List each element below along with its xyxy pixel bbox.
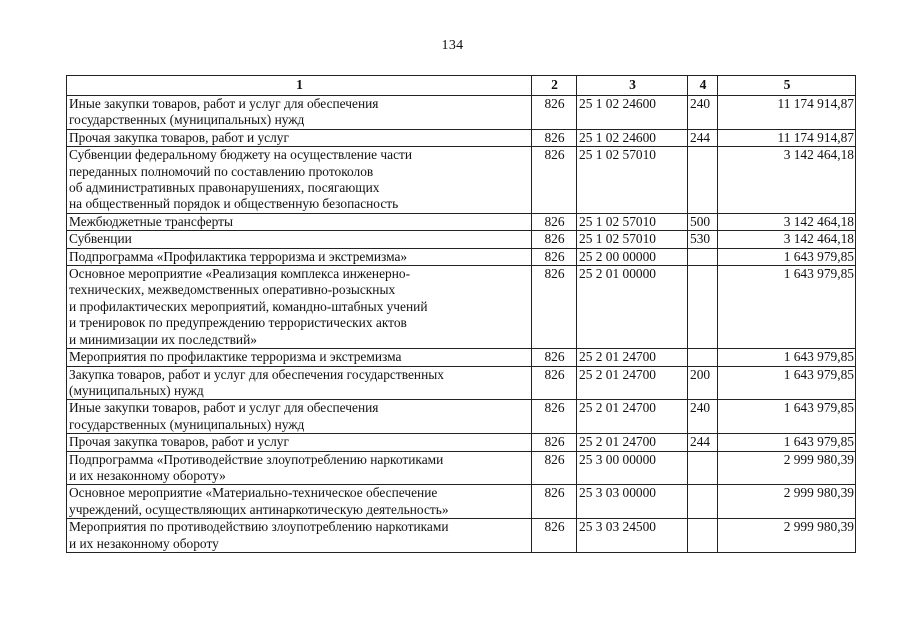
- row-type-cell: [688, 248, 718, 265]
- row-name-line: учреждений, осуществляющих антинаркотическую деятельность»: [69, 501, 449, 517]
- header-col-4: 4: [688, 76, 718, 96]
- row-article-cell: 25 2 01 24700: [577, 349, 688, 366]
- row-name-line: и тренировок по предупреждению террористических актов: [69, 315, 407, 331]
- row-code-cell: 826: [532, 231, 577, 248]
- table-row: [67, 451, 856, 485]
- row-code-cell: 826: [532, 451, 577, 485]
- row-article-cell: 25 3 03 00000: [577, 485, 688, 519]
- row-type-cell: [688, 147, 718, 214]
- row-type-cell: [688, 485, 718, 519]
- row-name-line: и их незаконному обороту»: [69, 467, 226, 483]
- row-name-line: Подпрограмма «Профилактика терроризма и экстремизма»: [69, 248, 408, 264]
- row-type-cell: 244: [688, 434, 718, 451]
- table-row: [67, 266, 856, 349]
- row-article-cell: 25 1 02 24600: [577, 96, 688, 130]
- row-amount-cell: 1 643 979,85: [718, 434, 856, 451]
- row-amount-cell: 2 999 980,39: [718, 519, 856, 553]
- row-name-line: технических, межведомственных оперативно-розыскных: [69, 282, 396, 298]
- row-name-cell: [67, 248, 532, 265]
- row-code-cell: 826: [532, 129, 577, 146]
- table-row: [67, 519, 856, 553]
- row-code-cell: 826: [532, 349, 577, 366]
- row-code-cell: 826: [532, 266, 577, 349]
- row-article-cell: 25 2 01 00000: [577, 266, 688, 349]
- row-amount-cell: 11 174 914,87: [718, 96, 856, 130]
- row-code-cell: 826: [532, 96, 577, 130]
- row-name-line: Иные закупки товаров, работ и услуг для обеспечения: [69, 400, 379, 416]
- row-name-line: государственных (муниципальных) нужд: [69, 416, 305, 432]
- row-article-cell: 25 1 02 57010: [577, 213, 688, 230]
- row-name-line: на общественный порядок и общественную безопасность: [69, 196, 399, 212]
- row-article-cell: 25 2 01 24700: [577, 366, 688, 400]
- row-type-cell: [688, 266, 718, 349]
- row-code-cell: 826: [532, 248, 577, 265]
- row-type-cell: [688, 519, 718, 553]
- row-name-cell: [67, 231, 532, 248]
- row-amount-cell: 1 643 979,85: [718, 266, 856, 349]
- table-row: [67, 147, 856, 214]
- row-article-cell: 25 2 01 24700: [577, 400, 688, 434]
- row-type-cell: [688, 451, 718, 485]
- row-article-cell: 25 2 00 00000: [577, 248, 688, 265]
- row-article-cell: 25 3 00 00000: [577, 451, 688, 485]
- row-name-line: и минимизации их последствий»: [69, 331, 257, 347]
- row-amount-cell: 3 142 464,18: [718, 147, 856, 214]
- row-name-line: и профилактических мероприятий, командно-штабных учений: [69, 298, 428, 314]
- row-code-cell: 826: [532, 213, 577, 230]
- row-name-line: Основное мероприятие «Материально-техническое обеспечение: [69, 485, 438, 501]
- row-amount-cell: 3 142 464,18: [718, 231, 856, 248]
- table-body: [67, 96, 856, 553]
- row-name-cell: [67, 366, 532, 400]
- row-name-line: Мероприятия по профилактике терроризма и экстремизма: [69, 349, 402, 365]
- row-amount-cell: 3 142 464,18: [718, 213, 856, 230]
- row-name-line: Подпрограмма «Противодействие злоупотреблению наркотиками: [69, 451, 444, 467]
- row-name-line: Основное мероприятие «Реализация комплекса инженерно-: [69, 266, 411, 282]
- row-amount-cell: 1 643 979,85: [718, 248, 856, 265]
- table-row: [67, 248, 856, 265]
- row-name-cell: [67, 96, 532, 130]
- header-col-3: 3: [577, 76, 688, 96]
- row-article-cell: 25 1 02 57010: [577, 147, 688, 214]
- row-code-cell: 826: [532, 434, 577, 451]
- row-name-line: Мероприятия по противодействию злоупотреблению наркотиками: [69, 519, 449, 535]
- table-row: [67, 96, 856, 130]
- row-name-cell: [67, 266, 532, 349]
- row-name-cell: [67, 519, 532, 553]
- table-row: [67, 213, 856, 230]
- table-row: [67, 400, 856, 434]
- row-article-cell: 25 2 01 24700: [577, 434, 688, 451]
- page-number: 134: [441, 38, 464, 53]
- row-article-cell: 25 1 02 57010: [577, 231, 688, 248]
- row-amount-cell: 1 643 979,85: [718, 366, 856, 400]
- header-col-2: 2: [532, 76, 577, 96]
- row-amount-cell: 2 999 980,39: [718, 485, 856, 519]
- row-name-line: и их незаконному обороту: [69, 535, 219, 551]
- header-col-1: 1: [67, 76, 532, 96]
- row-amount-cell: 1 643 979,85: [718, 400, 856, 434]
- row-name-line: об административных правонарушениях, посягающих: [69, 180, 380, 196]
- row-article-cell: 25 1 02 24600: [577, 129, 688, 146]
- table-row: [67, 231, 856, 248]
- row-type-cell: 530: [688, 231, 718, 248]
- row-name-line: Иные закупки товаров, работ и услуг для обеспечения: [69, 96, 379, 111]
- row-amount-cell: 2 999 980,39: [718, 451, 856, 485]
- row-code-cell: 826: [532, 400, 577, 434]
- row-code-cell: 826: [532, 147, 577, 214]
- row-name-cell: [67, 400, 532, 434]
- row-type-cell: 240: [688, 400, 718, 434]
- row-name-line: переданных полномочий по составлению протоколов: [69, 163, 374, 179]
- header-row: [67, 76, 856, 96]
- row-name-line: Субвенции федеральному бюджету на осуществление части: [69, 147, 413, 163]
- row-name-cell: [67, 485, 532, 519]
- table-row: [67, 366, 856, 400]
- row-amount-cell: 1 643 979,85: [718, 349, 856, 366]
- row-name-cell: [67, 147, 532, 214]
- row-code-cell: 826: [532, 519, 577, 553]
- row-name-line: (муниципальных) нужд: [69, 382, 204, 398]
- row-name-cell: [67, 434, 532, 451]
- row-name-line: государственных (муниципальных) нужд: [69, 112, 305, 128]
- table-row: [67, 485, 856, 519]
- budget-table: [66, 75, 856, 553]
- table-row: [67, 129, 856, 146]
- header-col-5: 5: [718, 76, 856, 96]
- row-code-cell: 826: [532, 366, 577, 400]
- row-type-cell: 500: [688, 213, 718, 230]
- table-row: [67, 349, 856, 366]
- row-type-cell: [688, 349, 718, 366]
- row-name-cell: [67, 213, 532, 230]
- row-name-cell: [67, 349, 532, 366]
- row-name-line: Субвенции: [69, 231, 132, 247]
- row-name-line: Прочая закупка товаров, работ и услуг: [69, 434, 289, 450]
- row-type-cell: 240: [688, 96, 718, 130]
- row-name-cell: [67, 451, 532, 485]
- row-type-cell: 244: [688, 129, 718, 146]
- row-type-cell: 200: [688, 366, 718, 400]
- row-name-line: Межбюджетные трансферты: [69, 213, 233, 229]
- row-name-line: Прочая закупка товаров, работ и услуг: [69, 129, 289, 145]
- row-code-cell: 826: [532, 485, 577, 519]
- table-row: [67, 434, 856, 451]
- row-name-cell: [67, 129, 532, 146]
- row-name-line: Закупка товаров, работ и услуг для обеспечения государственных: [69, 366, 444, 382]
- row-amount-cell: 11 174 914,87: [718, 129, 856, 146]
- row-article-cell: 25 3 03 24500: [577, 519, 688, 553]
